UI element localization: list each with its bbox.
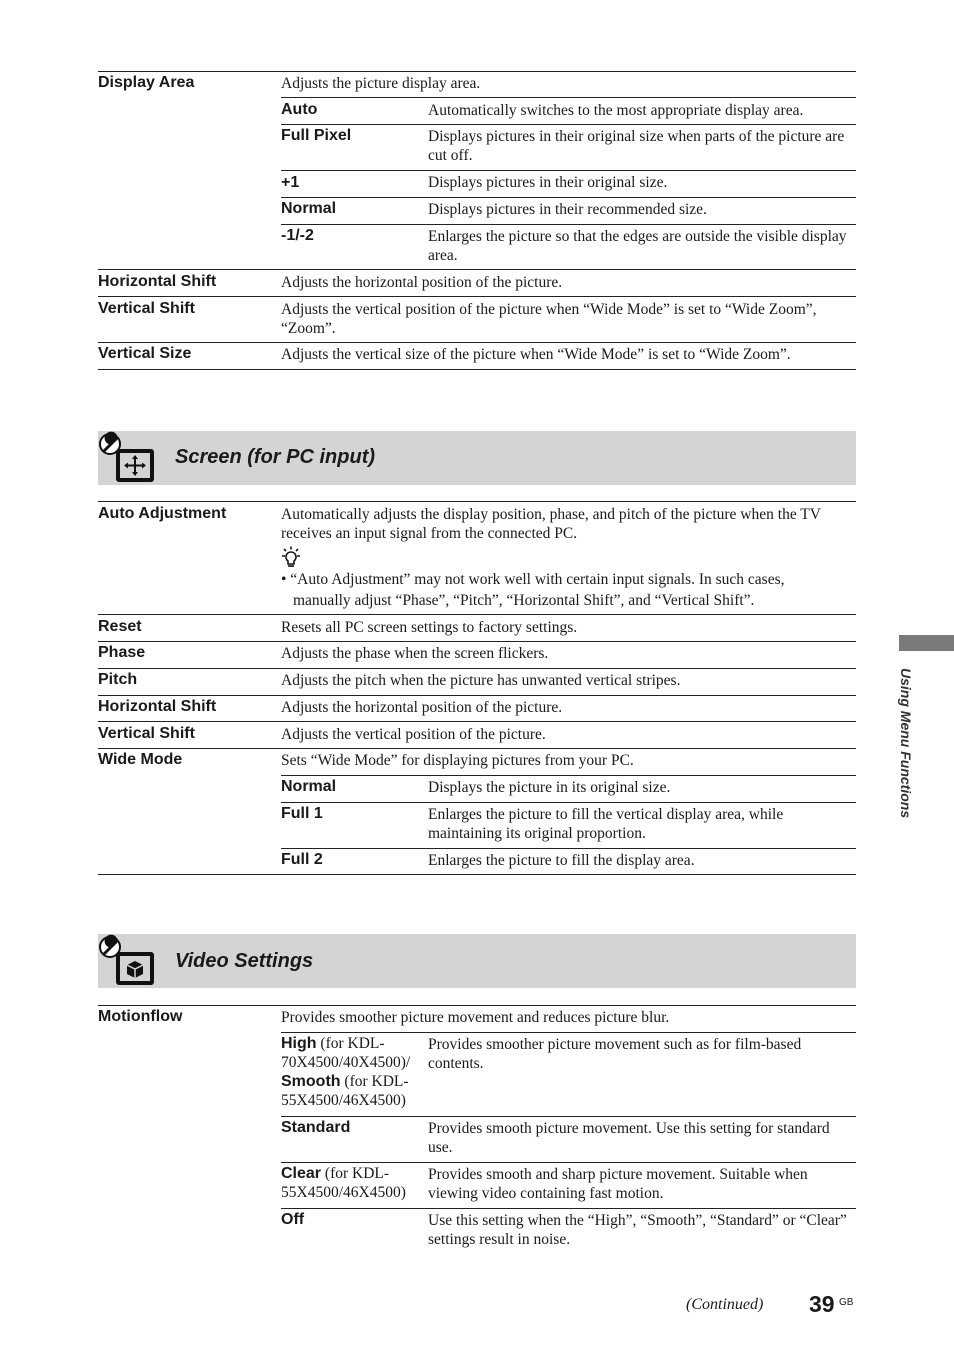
rule (98, 695, 856, 696)
option-normal-desc: Displays pictures in their recommended size. (428, 201, 707, 218)
option-smooth-note: (for KDL-55X4500/46X4500) (281, 1073, 409, 1109)
option-clear-desc: Provides smooth and sharp picture movement. Suitable when viewing video containing fast motion. (428, 1166, 808, 1202)
rule (281, 848, 856, 849)
option-high-desc: Provides smoother picture movement such as for film-based contents. (428, 1036, 802, 1072)
option-full-pixel: Full Pixel (281, 127, 352, 144)
rule (98, 342, 856, 343)
option-wide-normal-desc: Displays the picture in its original size. (428, 779, 671, 796)
rule (281, 197, 856, 198)
rule (281, 1032, 856, 1033)
rule (98, 874, 856, 875)
wrench-cube-icon (98, 934, 158, 988)
chapter-tab (899, 635, 954, 651)
desc-wide-mode: Sets “Wide Mode” for displaying pictures from your PC. (281, 752, 634, 769)
rule (281, 124, 856, 125)
section-title-video: Video Settings (175, 950, 314, 972)
lightbulb-hint-icon (281, 546, 301, 568)
desc-vertical-shift: Adjusts the vertical position of the picture when “Wide Mode” is set to “Wide Zoom”, “Zoom”. (281, 301, 817, 337)
option-plus1-desc: Displays pictures in their original size. (428, 174, 668, 191)
option-full2: Full 2 (281, 851, 323, 868)
option-full2-desc: Enlarges the picture to fill the display area. (428, 852, 695, 869)
rule (98, 71, 856, 72)
chapter-label: Using Menu Functions (898, 668, 914, 819)
rule (281, 170, 856, 171)
desc-phase: Adjusts the phase when the screen flickers. (281, 645, 549, 662)
option-off: Off (281, 1211, 305, 1228)
term-phase: Phase (98, 644, 146, 661)
rule (98, 1005, 856, 1006)
rule (98, 501, 856, 502)
desc-vertical-size: Adjusts the vertical size of the picture when “Wide Mode” is set to “Wide Zoom”. (281, 346, 791, 363)
option-wide-normal: Normal (281, 778, 337, 795)
rule (98, 614, 856, 615)
term-reset: Reset (98, 618, 142, 635)
option-auto: Auto (281, 101, 318, 118)
option-high-smooth (281, 1034, 426, 1110)
option-clear-note: (for KDL-55X4500/46X4500) (281, 1165, 406, 1201)
option-off-desc: Use this setting when the “High”, “Smooth”, “Standard” or “Clear” settings result in noise. (428, 1212, 847, 1248)
option-full1: Full 1 (281, 805, 323, 822)
desc-horizontal-shift: Adjusts the horizontal position of the picture. (281, 274, 563, 291)
option-minus-desc: Enlarges the picture so that the edges are outside the visible display area. (428, 228, 847, 264)
desc-pitch: Adjusts the pitch when the picture has unwanted vertical stripes. (281, 672, 681, 689)
option-high-term: High (281, 1035, 317, 1052)
option-normal: Normal (281, 200, 337, 217)
continued-label: (Continued) (686, 1296, 764, 1313)
term-motionflow: Motionflow (98, 1008, 183, 1025)
desc-auto-adjustment: Automatically adjusts the display position, phase, and pitch of the picture when the TV receives an input signal from the connected PC. (281, 506, 821, 542)
option-standard: Standard (281, 1119, 351, 1136)
option-full1-desc: Enlarges the picture to fill the vertical display area, while maintaining its original proportion. (428, 806, 784, 842)
rule (98, 668, 856, 669)
option-clear-term: Clear (281, 1165, 322, 1182)
option-auto-desc: Automatically switches to the most appropriate display area. (428, 102, 804, 119)
rule (281, 224, 856, 225)
option-plus1: +1 (281, 174, 300, 191)
option-standard-desc: Provides smooth picture movement. Use this setting for standard use. (428, 1120, 830, 1156)
rule (281, 1116, 856, 1117)
rule (98, 369, 856, 370)
section-title-pc: Screen (for PC input) (175, 446, 376, 468)
desc-pc-horizontal-shift: Adjusts the horizontal position of the picture. (281, 699, 563, 716)
option-full-pixel-desc: Displays pictures in their original size when parts of the picture are cut off. (428, 128, 845, 164)
desc-pc-vertical-shift: Adjusts the vertical position of the picture. (281, 726, 546, 743)
rule (281, 775, 856, 776)
option-minus: -1/-2 (281, 227, 314, 244)
region-code: GB (839, 1297, 854, 1308)
term-pc-vertical-shift: Vertical Shift (98, 725, 195, 742)
term-vertical-shift: Vertical Shift (98, 300, 195, 317)
desc-motionflow: Provides smoother picture movement and reduces picture blur. (281, 1009, 670, 1026)
rule (281, 802, 856, 803)
term-wide-mode: Wide Mode (98, 751, 183, 768)
rule (281, 1162, 856, 1163)
term-horizontal-shift: Horizontal Shift (98, 273, 217, 290)
rule (98, 641, 856, 642)
option-high-note: (for KDL-70X4500/40X4500)/ (281, 1035, 411, 1071)
desc-display-area: Adjusts the picture display area. (281, 75, 481, 92)
term-vertical-size: Vertical Size (98, 345, 192, 362)
rule (281, 97, 856, 98)
tip-text-line2: manually adjust “Phase”, “Pitch”, “Horizontal Shift”, and “Vertical Shift”. (293, 592, 755, 609)
option-smooth-term: Smooth (281, 1073, 341, 1090)
term-pitch: Pitch (98, 671, 138, 688)
page-number: 39 (809, 1291, 835, 1317)
rule (98, 721, 856, 722)
term-pc-horizontal-shift: Horizontal Shift (98, 698, 217, 715)
option-clear (281, 1164, 426, 1202)
wrench-screen-icon (98, 431, 158, 485)
desc-reset: Resets all PC screen settings to factory settings. (281, 619, 578, 636)
term-auto-adjustment: Auto Adjustment (98, 505, 227, 522)
rule (98, 296, 856, 297)
tip-text: • “Auto Adjustment” may not work well with certain input signals. In such cases, (281, 571, 785, 588)
term-display-area: Display Area (98, 74, 195, 91)
rule (98, 269, 856, 270)
rule (98, 748, 856, 749)
rule (281, 1208, 856, 1209)
